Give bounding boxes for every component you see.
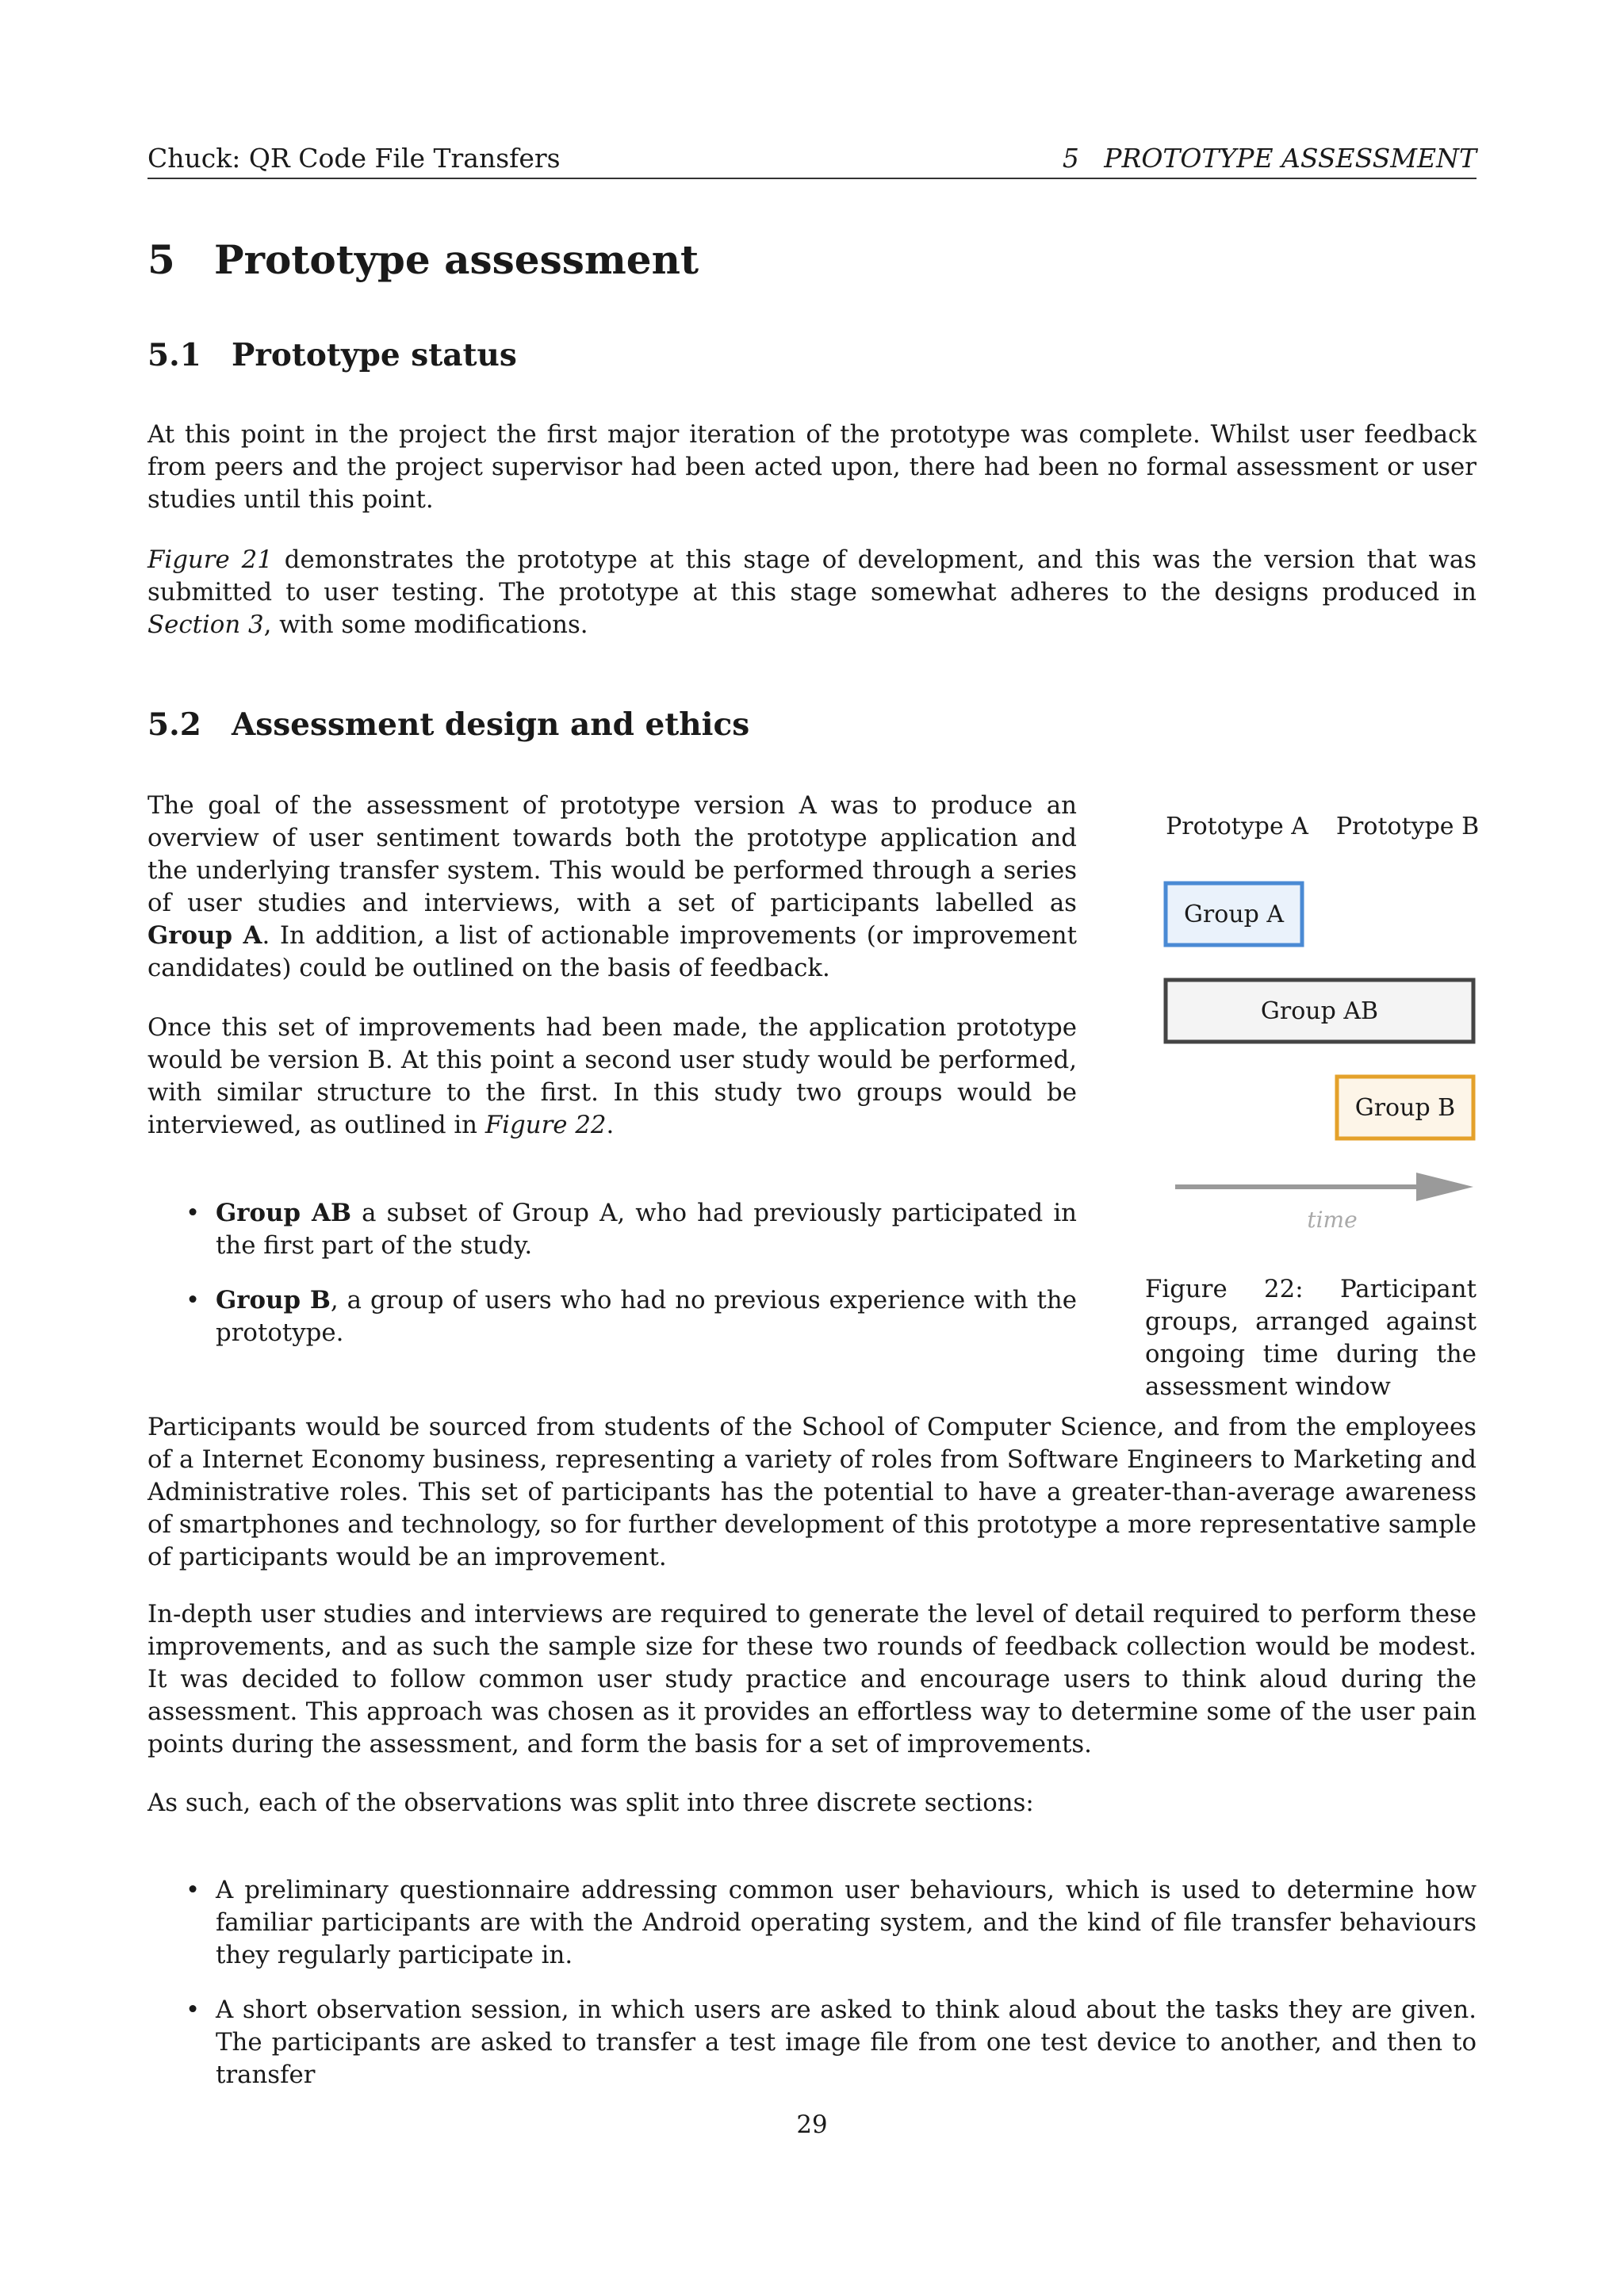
running-header-title: Chuck: QR Code File Transfers (147, 143, 561, 174)
header-rule (147, 178, 1477, 179)
column-label-prototype-a: Prototype A (1166, 813, 1308, 840)
list-item (147, 1874, 1477, 1972)
participant-groups-diagram (1126, 793, 1491, 1300)
time-label: time (1307, 1207, 1358, 1233)
paragraph-figure-21 (147, 544, 1477, 641)
paragraph-text: demonstrates the prototype at this stage of development, and this was the version that was submitted to user testing. The prototype at this stage somewhat adheres to the designs produced in (147, 545, 1477, 607)
bullet-glyph: • (186, 1996, 201, 2024)
subsection-heading-5-2 (147, 706, 749, 744)
figure-22-caption: Figure 22: Participant groups, arranged against ongoing time during the assessment window (1145, 1275, 1477, 1401)
figure-22-reference: Figure 22 (485, 1111, 607, 1139)
subsection-number: 5.1 (147, 337, 201, 373)
paragraph-assessment-goal (147, 790, 1077, 985)
list-item-text: A preliminary questionnaire addressing common user behaviours, which is used to determine how familiar participants are with the Android operating system, and the kind of file transfer behaviours they regularly participate in. (216, 1876, 1477, 1969)
group-ab-label: Group AB (1260, 997, 1379, 1025)
section-number: 5 (147, 236, 175, 283)
running-header-section: 5 PROTOTYPE ASSESSMENT (1062, 143, 1477, 174)
subsection-number: 5.2 (147, 706, 201, 743)
group-list (147, 1197, 1077, 1349)
paragraph-version-b (147, 1012, 1077, 1142)
group-a-bold: Group A (147, 921, 262, 950)
subsection-title: Assessment design and ethics (232, 706, 750, 743)
paragraph-user-studies: In-depth user studies and interviews are required to generate the level of detail required to perform these improvements, and as such the sample size for these two rounds of feedback collection would be modest. It was decided to follow common user study practice and encourage users to think aloud during the assessment. This approach was chosen as it provides an effortless way to determine some of the user pain points during the assessment, and form the basis for a set of improvements. (147, 1600, 1477, 1758)
page-number: 29 (796, 2110, 828, 2139)
time-arrow-head (1416, 1173, 1473, 1201)
section-3-reference: Section 3 (147, 610, 264, 639)
paragraph-prototype-status: At this point in the project the first major iteration of the prototype was complete. Whilst user feedback from peers and the project supervisor had been acted upon, there had been no formal assessment or user studies until this point. (147, 420, 1477, 514)
list-item (147, 1197, 1077, 1262)
paragraph-text: The goal of the assessment of prototype version A was to produce an overview of user sentiment towards both the prototype application and the underlying transfer system. This would be performed through a series of user studies and interviews, with a set of participants labelled as (147, 791, 1077, 917)
figure-22 (1126, 793, 1491, 1300)
list-item (147, 1284, 1077, 1349)
list-item-bold: Group AB (216, 1199, 351, 1227)
subsection-heading-5-1 (147, 336, 517, 374)
column-label-prototype-b: Prototype B (1335, 813, 1480, 840)
section-heading (147, 236, 699, 284)
section-title: Prototype assessment (214, 236, 699, 283)
paragraph-text: , with some modifications. (263, 610, 588, 639)
list-item-text: , a group of users who had no previous experience with the prototype. (216, 1286, 1077, 1347)
bullet-glyph: • (186, 1876, 201, 1904)
group-a-label: Group A (1183, 901, 1285, 928)
paragraph-text: Once this set of improvements had been made, the application prototype would be version B. At this point a second user study would be performed, with similar structure to the first. In this study two groups would be interviewed, as outlined in (147, 1013, 1077, 1139)
paragraph-text: . (606, 1111, 615, 1139)
observation-sections-list (147, 1874, 1477, 2091)
paragraph-participants: Participants would be sourced from students of the School of Computer Science, and from the employees of a Internet Economy business, representing a variety of roles from Software Engineers to Marketing and Administrative roles. This set of participants has the potential to have a greater-than-average awareness of smartphones and technology, so for further development of this prototype a more representative sample of participants would be an improvement. (147, 1413, 1477, 1571)
figure-21-reference: Figure 21 (147, 545, 273, 574)
bullet-glyph: • (186, 1199, 201, 1227)
bullet-glyph: • (186, 1286, 201, 1314)
list-item-bold: Group B (216, 1286, 331, 1314)
group-b-label: Group B (1354, 1094, 1456, 1122)
list-item-text: A short observation session, in which users are asked to think aloud about the tasks they are given. The participants are asked to transfer a test image file from one test device to another, and then to transfer (216, 1996, 1477, 2089)
paragraph-text: . In addition, a list of actionable improvements (or improvement candidates) could be outlined on the basis of feedback. (147, 921, 1077, 982)
subsection-title: Prototype status (232, 337, 517, 373)
list-item (147, 1994, 1477, 2091)
paragraph-observation-sections: As such, each of the observations was split into three discrete sections: (147, 1789, 1034, 1817)
list-item-text: a subset of Group A, who had previously participated in the first part of the study. (216, 1199, 1077, 1260)
